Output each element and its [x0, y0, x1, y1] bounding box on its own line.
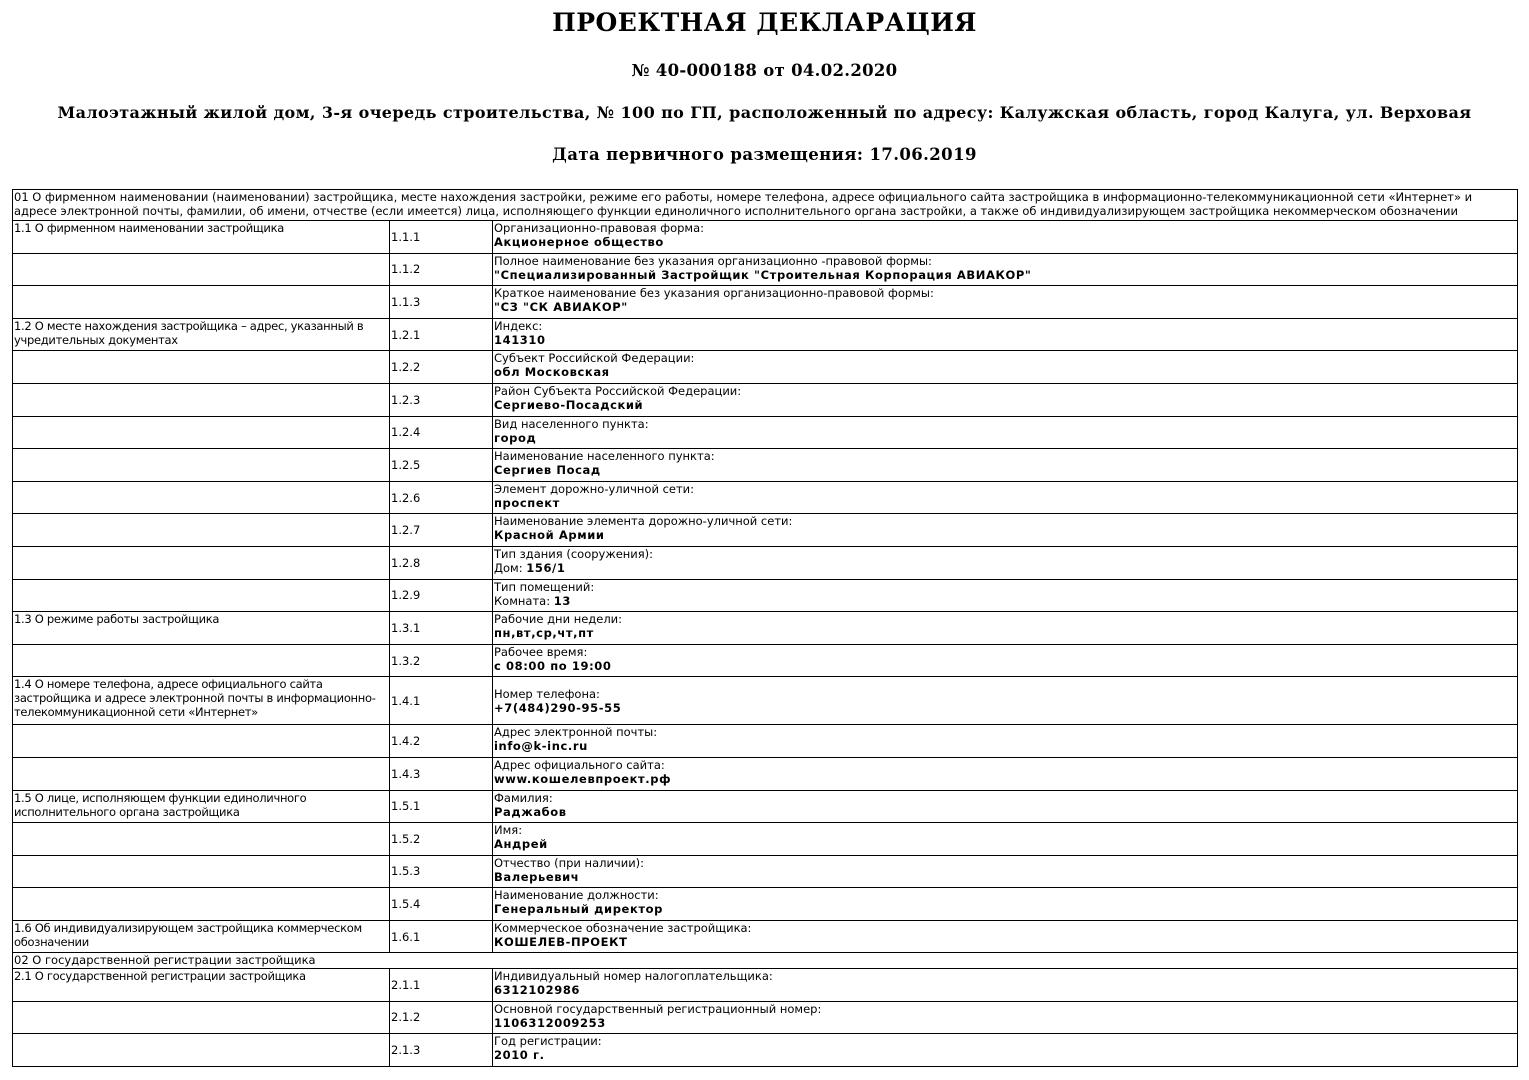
table-row	[13, 1001, 1518, 1034]
group-cell	[13, 221, 390, 254]
value-cell	[493, 514, 1518, 547]
code-cell	[390, 644, 493, 677]
field-value: 13	[553, 593, 571, 608]
field-label: Год регистрации:	[494, 1034, 602, 1049]
field-label: Адрес электронной почты:	[494, 725, 658, 740]
value-cell	[493, 221, 1518, 254]
value-cell	[493, 757, 1518, 790]
item-code: 2.1.3	[391, 1042, 421, 1057]
section-title-text: 02 О государственной регистрации застройщика	[14, 953, 316, 968]
field-value: info@k-inc.ru	[494, 739, 588, 754]
field-label: Район Субъекта Российской Федерации:	[494, 383, 742, 398]
code-cell	[390, 612, 493, 645]
field-value: 141310	[494, 332, 546, 347]
group-cell	[13, 1001, 390, 1034]
item-code: 1.6.1	[391, 929, 421, 944]
code-cell	[390, 823, 493, 856]
group-cell	[13, 677, 390, 725]
item-code: 1.2.7	[391, 523, 421, 538]
code-cell	[390, 546, 493, 579]
code-cell	[390, 968, 493, 1001]
field-value: Сергиев Посад	[494, 463, 601, 478]
value-cell	[493, 677, 1518, 725]
code-cell	[390, 1001, 493, 1034]
item-code: 1.5.1	[391, 799, 421, 814]
table-row	[13, 725, 1518, 758]
field-label: Коммерческое обозначение застройщика:	[494, 920, 752, 935]
field-label: Индивидуальный номер налогоплательщика:	[494, 968, 773, 983]
group-title: 2.1 О государственной регистрации застройщика	[14, 968, 306, 983]
group-title: 1.1 О фирменном наименовании застройщика	[14, 221, 284, 235]
field-value: проспект	[494, 495, 560, 510]
group-cell	[13, 920, 390, 953]
value-cell	[493, 383, 1518, 416]
field-label: Элемент дорожно-уличной сети:	[494, 481, 695, 496]
field-value: "Специализированный Застройщик "Строительная Корпорация АВИАКОР"	[494, 267, 1032, 282]
field-value: Валерьевич	[494, 869, 580, 884]
group-title: 1.5 О лице, исполняющем функции единоличного исполнительного органа застройщика	[14, 790, 307, 819]
document-title: ПРОЕКТНАЯ ДЕКЛАРАЦИЯ	[552, 8, 977, 37]
field-label: Наименование населенного пункта:	[494, 449, 715, 464]
table-row	[13, 677, 1518, 725]
item-code: 1.5.4	[391, 897, 421, 912]
code-cell	[390, 1034, 493, 1067]
value-cell	[493, 286, 1518, 319]
code-cell	[390, 790, 493, 823]
group-cell	[13, 823, 390, 856]
field-label: Тип здания (сооружения):	[494, 546, 654, 561]
code-cell	[390, 416, 493, 449]
item-code: 1.2.3	[391, 392, 421, 407]
value-cell	[493, 318, 1518, 351]
value-prefix: Дом:	[494, 560, 527, 575]
table-row	[13, 968, 1518, 1001]
section-header-row	[13, 953, 1518, 969]
code-cell	[390, 318, 493, 351]
value-cell	[493, 612, 1518, 645]
declaration-number: № 40-000188 от 04.02.2020	[631, 61, 898, 80]
item-code: 1.3.2	[391, 653, 421, 668]
field-value: с 08:00 по 19:00	[494, 658, 612, 673]
field-value: Андрей	[494, 837, 548, 852]
first-placement-date: Дата первичного размещения: 17.06.2019	[552, 145, 977, 164]
code-cell	[390, 286, 493, 319]
value-cell	[493, 579, 1518, 612]
group-cell	[13, 757, 390, 790]
value-cell	[493, 449, 1518, 482]
field-label: Тип помещений:	[494, 579, 595, 594]
field-value: Акционерное общество	[494, 235, 664, 249]
table-row	[13, 579, 1518, 612]
field-value: Раджабов	[494, 804, 567, 819]
field-value: пн,вт,ср,чт,пт	[494, 626, 594, 641]
field-label: Вид населенного пункта:	[494, 416, 649, 431]
group-cell	[13, 612, 390, 645]
group-cell	[13, 725, 390, 758]
group-title: 1.4 О номере телефона, адресе официального сайта застройщика и адресе электронной почты в информационно-телекоммуникационной сети «Интернет»	[14, 677, 376, 720]
table-row	[13, 790, 1518, 823]
field-value: +7(484)290-95-55	[494, 700, 622, 715]
group-cell	[13, 351, 390, 384]
group-title: 1.2 О месте нахождения застройщика – адрес, указанный в учредительных документах	[14, 318, 364, 347]
table-row	[13, 644, 1518, 677]
item-code: 1.1.1	[391, 229, 421, 244]
group-cell	[13, 546, 390, 579]
code-cell	[390, 481, 493, 514]
item-code: 1.2.4	[391, 425, 421, 440]
group-cell	[13, 790, 390, 823]
group-cell	[13, 481, 390, 514]
field-value: 1106312009253	[494, 1015, 606, 1030]
table-row	[13, 383, 1518, 416]
value-cell	[493, 888, 1518, 921]
value-cell	[493, 1001, 1518, 1034]
field-value: Красной Армии	[494, 528, 605, 543]
code-cell	[390, 351, 493, 384]
code-cell	[390, 579, 493, 612]
field-label: Наименование должности:	[494, 888, 659, 903]
code-cell	[390, 383, 493, 416]
group-cell	[13, 644, 390, 677]
value-cell	[493, 1034, 1518, 1067]
field-label: Рабочее время:	[494, 644, 588, 659]
field-label: Основной государственный регистрационный номер:	[494, 1001, 822, 1016]
table-row	[13, 351, 1518, 384]
code-cell	[390, 920, 493, 953]
code-cell	[390, 514, 493, 547]
field-value: КОШЕЛЕВ-ПРОЕКТ	[494, 934, 628, 949]
field-value: 2010 г.	[494, 1048, 545, 1063]
item-code: 1.4.2	[391, 734, 421, 749]
item-code: 1.2.9	[391, 588, 421, 603]
item-code: 1.5.3	[391, 864, 421, 879]
code-cell	[390, 725, 493, 758]
field-label: Наименование элемента дорожно-уличной сети:	[494, 514, 793, 529]
field-value: www.кошелевпроект.рф	[494, 771, 672, 786]
code-cell	[390, 677, 493, 725]
value-cell	[493, 968, 1518, 1001]
group-cell	[13, 383, 390, 416]
item-code: 1.2.2	[391, 360, 421, 375]
field-label: Индекс:	[494, 318, 543, 333]
field-label: Полное наименование без указания организационно -правовой формы:	[494, 253, 932, 268]
table-row	[13, 1034, 1518, 1067]
group-cell	[13, 514, 390, 547]
field-value: 156/1	[526, 560, 566, 575]
object-description: Малоэтажный жилой дом, 3-я очередь строительства, № 100 по ГП, расположенный по адресу: Калужская область, город Калуга, ул. Верховая	[57, 103, 1472, 122]
code-cell	[390, 855, 493, 888]
declaration-table	[12, 189, 1518, 1067]
item-code: 1.2.6	[391, 490, 421, 505]
section-header-row	[13, 190, 1518, 221]
group-cell	[13, 286, 390, 319]
item-code: 2.1.2	[391, 1010, 421, 1025]
item-code: 1.2.1	[391, 327, 421, 342]
group-cell	[13, 855, 390, 888]
group-cell	[13, 1034, 390, 1067]
value-cell	[493, 855, 1518, 888]
value-cell	[493, 253, 1518, 286]
item-code: 1.2.8	[391, 555, 421, 570]
value-cell	[493, 823, 1518, 856]
item-code: 2.1.1	[391, 977, 421, 992]
field-value: Генеральный директор	[494, 902, 663, 917]
table-row	[13, 823, 1518, 856]
field-label: Адрес официального сайта:	[494, 757, 665, 772]
value-cell	[493, 725, 1518, 758]
value-prefix: Комната:	[494, 593, 554, 608]
field-label: Субъект Российской Федерации:	[494, 351, 695, 366]
table-row	[13, 449, 1518, 482]
field-value: 6312102986	[494, 982, 581, 997]
value-cell	[493, 416, 1518, 449]
table-row	[13, 416, 1518, 449]
group-cell	[13, 968, 390, 1001]
table-row	[13, 855, 1518, 888]
group-cell	[13, 449, 390, 482]
table-row	[13, 612, 1518, 645]
code-cell	[390, 253, 493, 286]
section-title-text: 01 О фирменном наименовании (наименовании) застройщика, месте нахождения застройки, режиме его работы, номере телефона, адресе официального сайта застройщика в информационно-телекоммуникационной сети «Интернет» и адресе электронной почты, фамилии, об имени, отчестве (если имеется) лица, исполняющего функции единоличного исполнительного органа застройки, а также об индивидуализирующем застройщика некоммерческом обозначении	[14, 190, 1473, 218]
field-label: Организационно-правовая форма:	[494, 221, 704, 235]
field-value: город	[494, 430, 537, 445]
group-title: 1.6 Об индивидуализирующем застройщика коммерческом обозначении	[14, 920, 362, 949]
table-row	[13, 286, 1518, 319]
group-cell	[13, 579, 390, 612]
item-code: 1.4.3	[391, 766, 421, 781]
section-title	[13, 190, 1518, 221]
table-row	[13, 318, 1518, 351]
table-row	[13, 253, 1518, 286]
group-cell	[13, 416, 390, 449]
field-value: обл Московская	[494, 365, 610, 380]
table-row	[13, 221, 1518, 254]
item-code: 1.1.2	[391, 262, 421, 277]
value-cell	[493, 546, 1518, 579]
item-code: 1.3.1	[391, 620, 421, 635]
group-cell	[13, 253, 390, 286]
table-row	[13, 888, 1518, 921]
field-label: Рабочие дни недели:	[494, 612, 623, 627]
value-cell	[493, 790, 1518, 823]
group-cell	[13, 318, 390, 351]
group-cell	[13, 888, 390, 921]
field-label: Номер телефона:	[494, 686, 600, 701]
code-cell	[390, 449, 493, 482]
field-value: Сергиево-Посадский	[494, 397, 644, 412]
table-row	[13, 481, 1518, 514]
table-row	[13, 514, 1518, 547]
table-row	[13, 546, 1518, 579]
value-cell	[493, 481, 1518, 514]
item-code: 1.5.2	[391, 831, 421, 846]
code-cell	[390, 221, 493, 254]
item-code: 1.2.5	[391, 457, 421, 472]
group-title: 1.3 О режиме работы застройщика	[14, 612, 220, 627]
field-label: Имя:	[494, 823, 523, 838]
code-cell	[390, 888, 493, 921]
table-row	[13, 757, 1518, 790]
field-label: Фамилия:	[494, 790, 553, 805]
item-code: 1.1.3	[391, 294, 421, 309]
value-cell	[493, 644, 1518, 677]
section-title	[13, 953, 1518, 969]
field-label: Отчество (при наличии):	[494, 855, 645, 870]
field-value: "СЗ "СК АВИАКОР"	[494, 300, 628, 315]
table-row	[13, 920, 1518, 953]
code-cell	[390, 757, 493, 790]
field-label: Краткое наименование без указания организационно-правовой формы:	[494, 286, 934, 301]
value-cell	[493, 351, 1518, 384]
value-cell	[493, 920, 1518, 953]
item-code: 1.4.1	[391, 693, 421, 708]
